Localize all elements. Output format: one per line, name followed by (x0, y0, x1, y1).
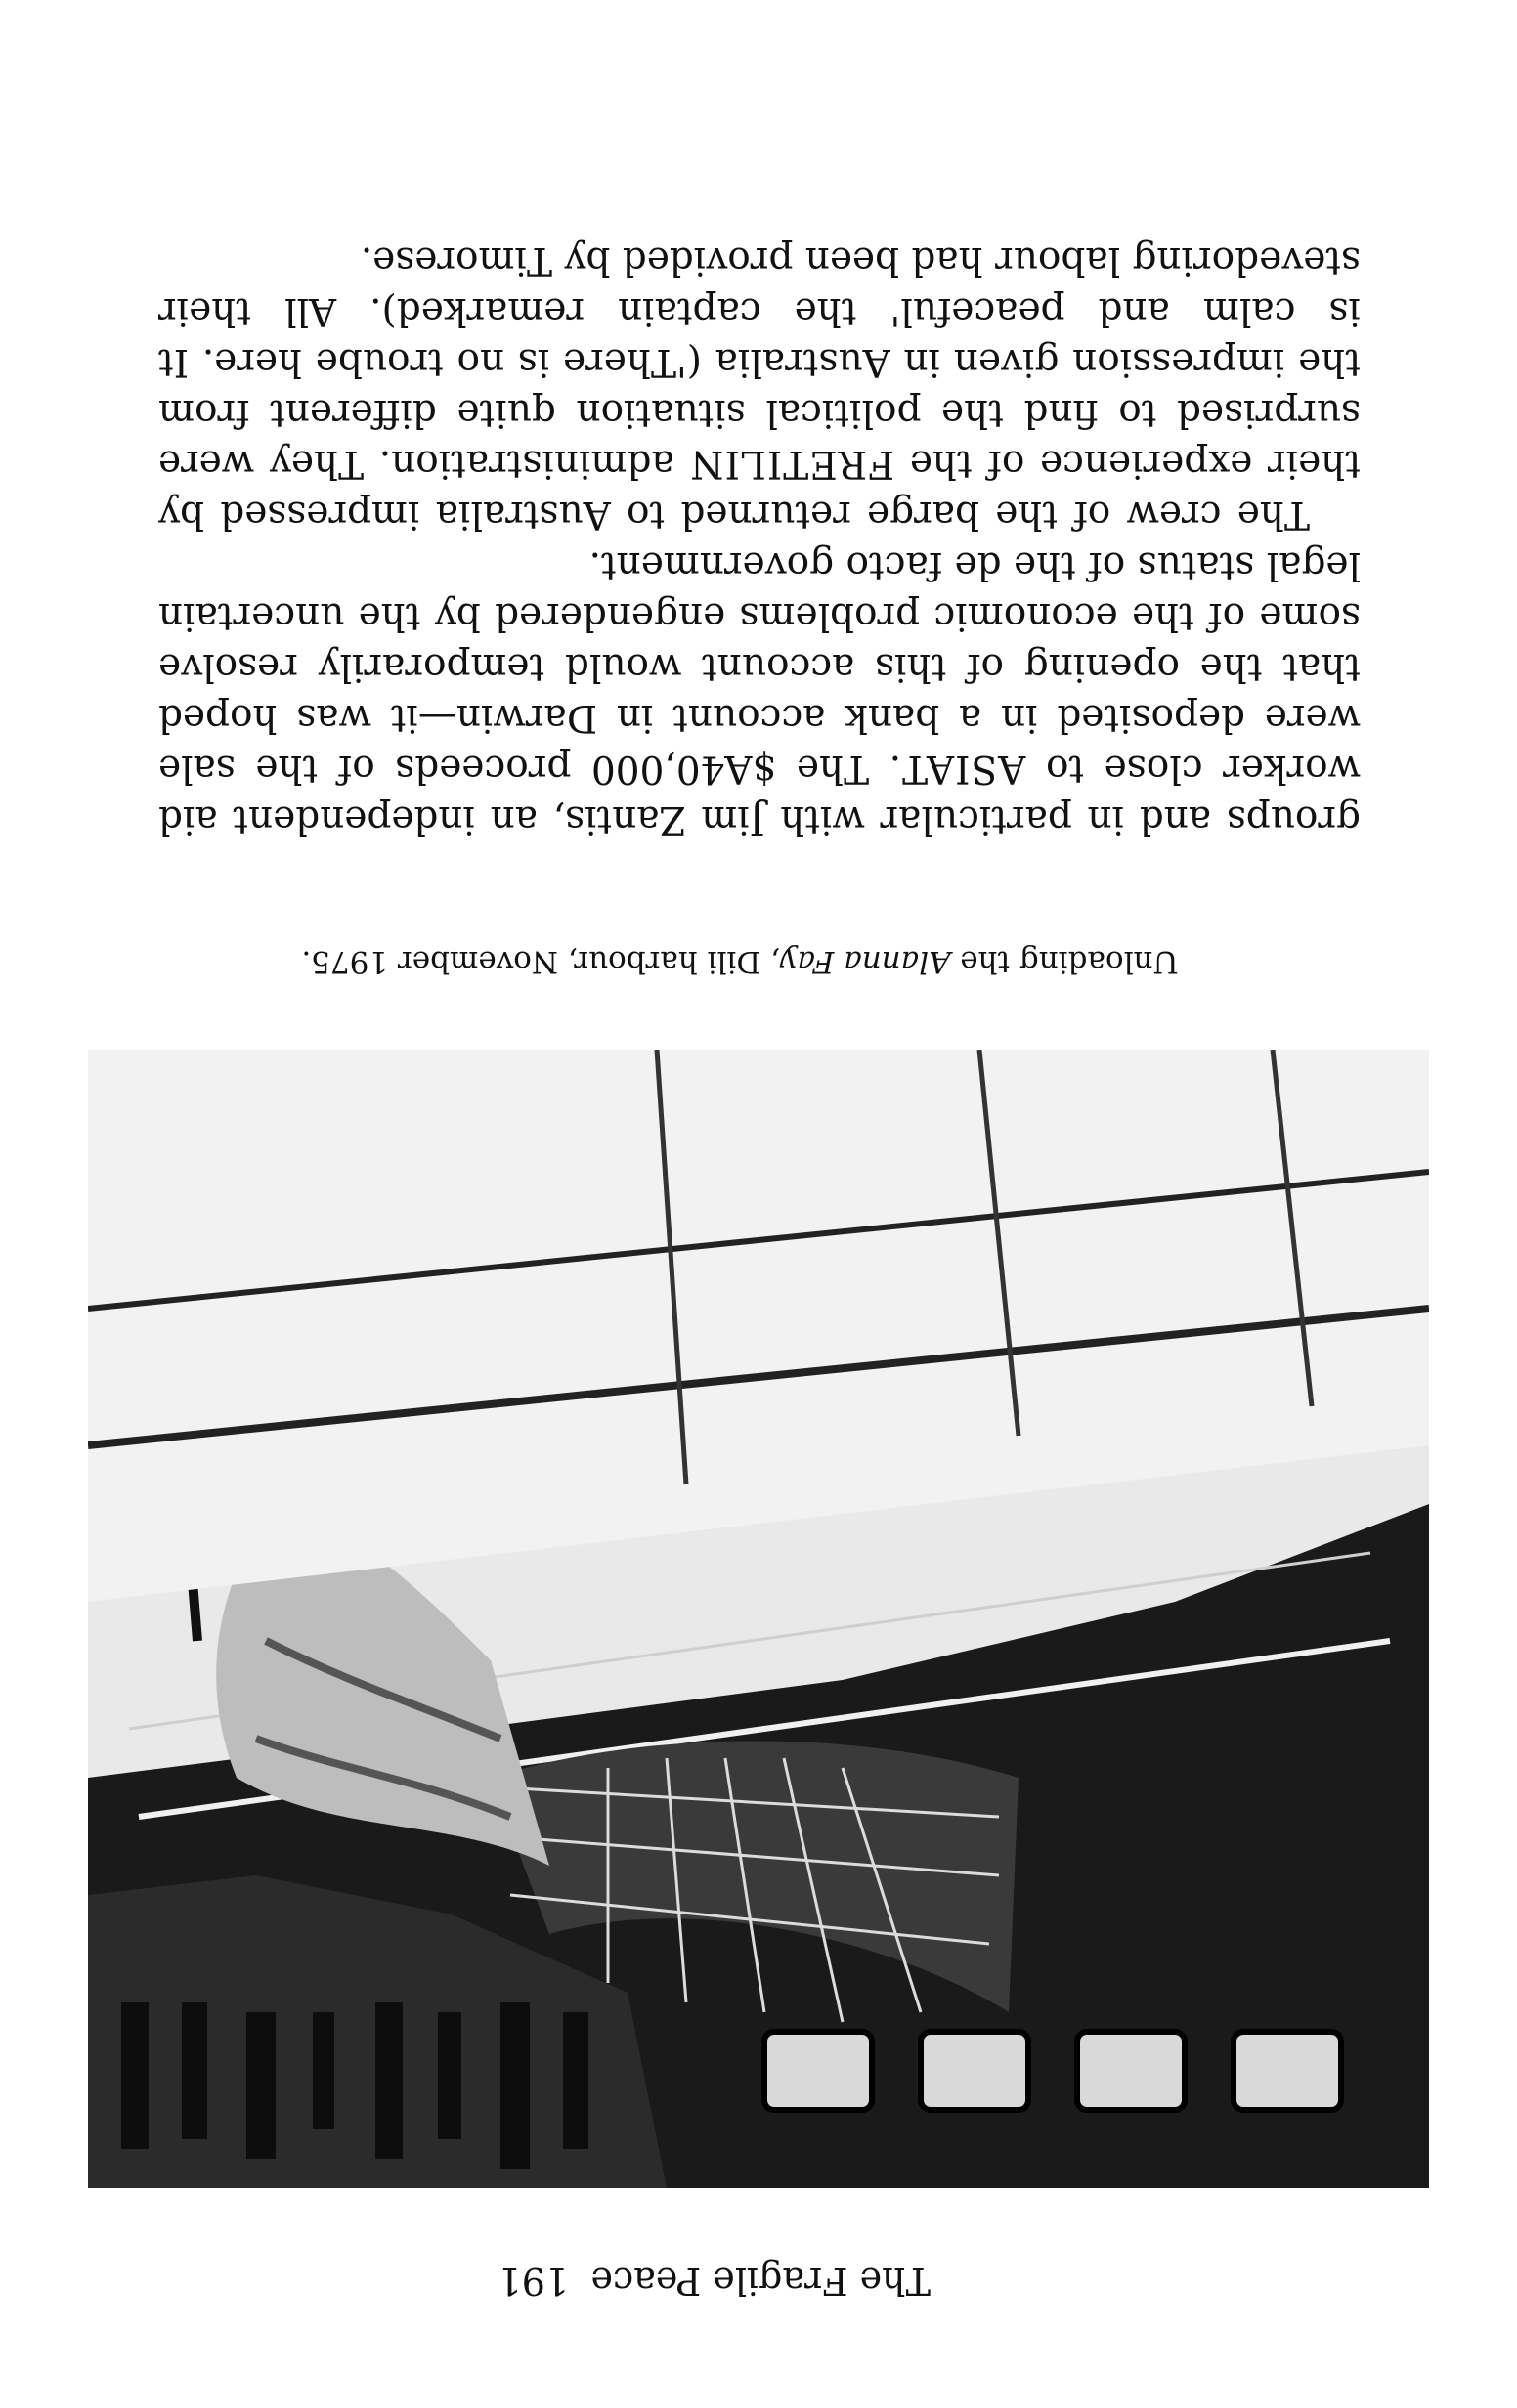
caption-prefix: Unloading the (950, 944, 1179, 979)
page-header (207, 2244, 931, 2302)
fretilin-acronym: FRETILIN (689, 442, 895, 486)
photo-caption (285, 944, 1194, 979)
paragraph-2-text-b: administration. They were surprised to find the political situation quite different from the impression given in Australia ('There is no troube here. It is calm and peaceful' the captain remarked). All their stevedoring labour had been provided by Timorese. (157, 238, 1361, 486)
paragraph-2-text-a: The crew of the barge returned to Australia impressed by their experience of the (158, 442, 1361, 537)
harbour-photo-illustration (88, 1050, 1429, 2188)
body-text (158, 235, 1361, 844)
paragraph-1 (158, 539, 1361, 844)
paragraph-2 (158, 235, 1361, 539)
photograph (88, 1050, 1429, 2188)
page-number: 191 (498, 2259, 569, 2302)
paragraph-1-text-b: . The $A40,000 proceeds of the sale were deposited in a bank account in Darwin—it was hoped that the opening of this account would temporarily resolve some of the economic problems engendered by the uncertain legal status of the de facto government. (158, 543, 1361, 791)
paragraph-1-text-a: groups and in particular with Jim Zantis, an independent aid worker close to (158, 747, 1361, 841)
caption-vessel-name: Alanna Fay (780, 944, 951, 979)
running-head: The Fragile Peace (590, 2259, 931, 2302)
asiat-acronym: ASIAT (901, 747, 1026, 791)
caption-suffix: , Dili harbour, November 1975. (301, 944, 781, 979)
